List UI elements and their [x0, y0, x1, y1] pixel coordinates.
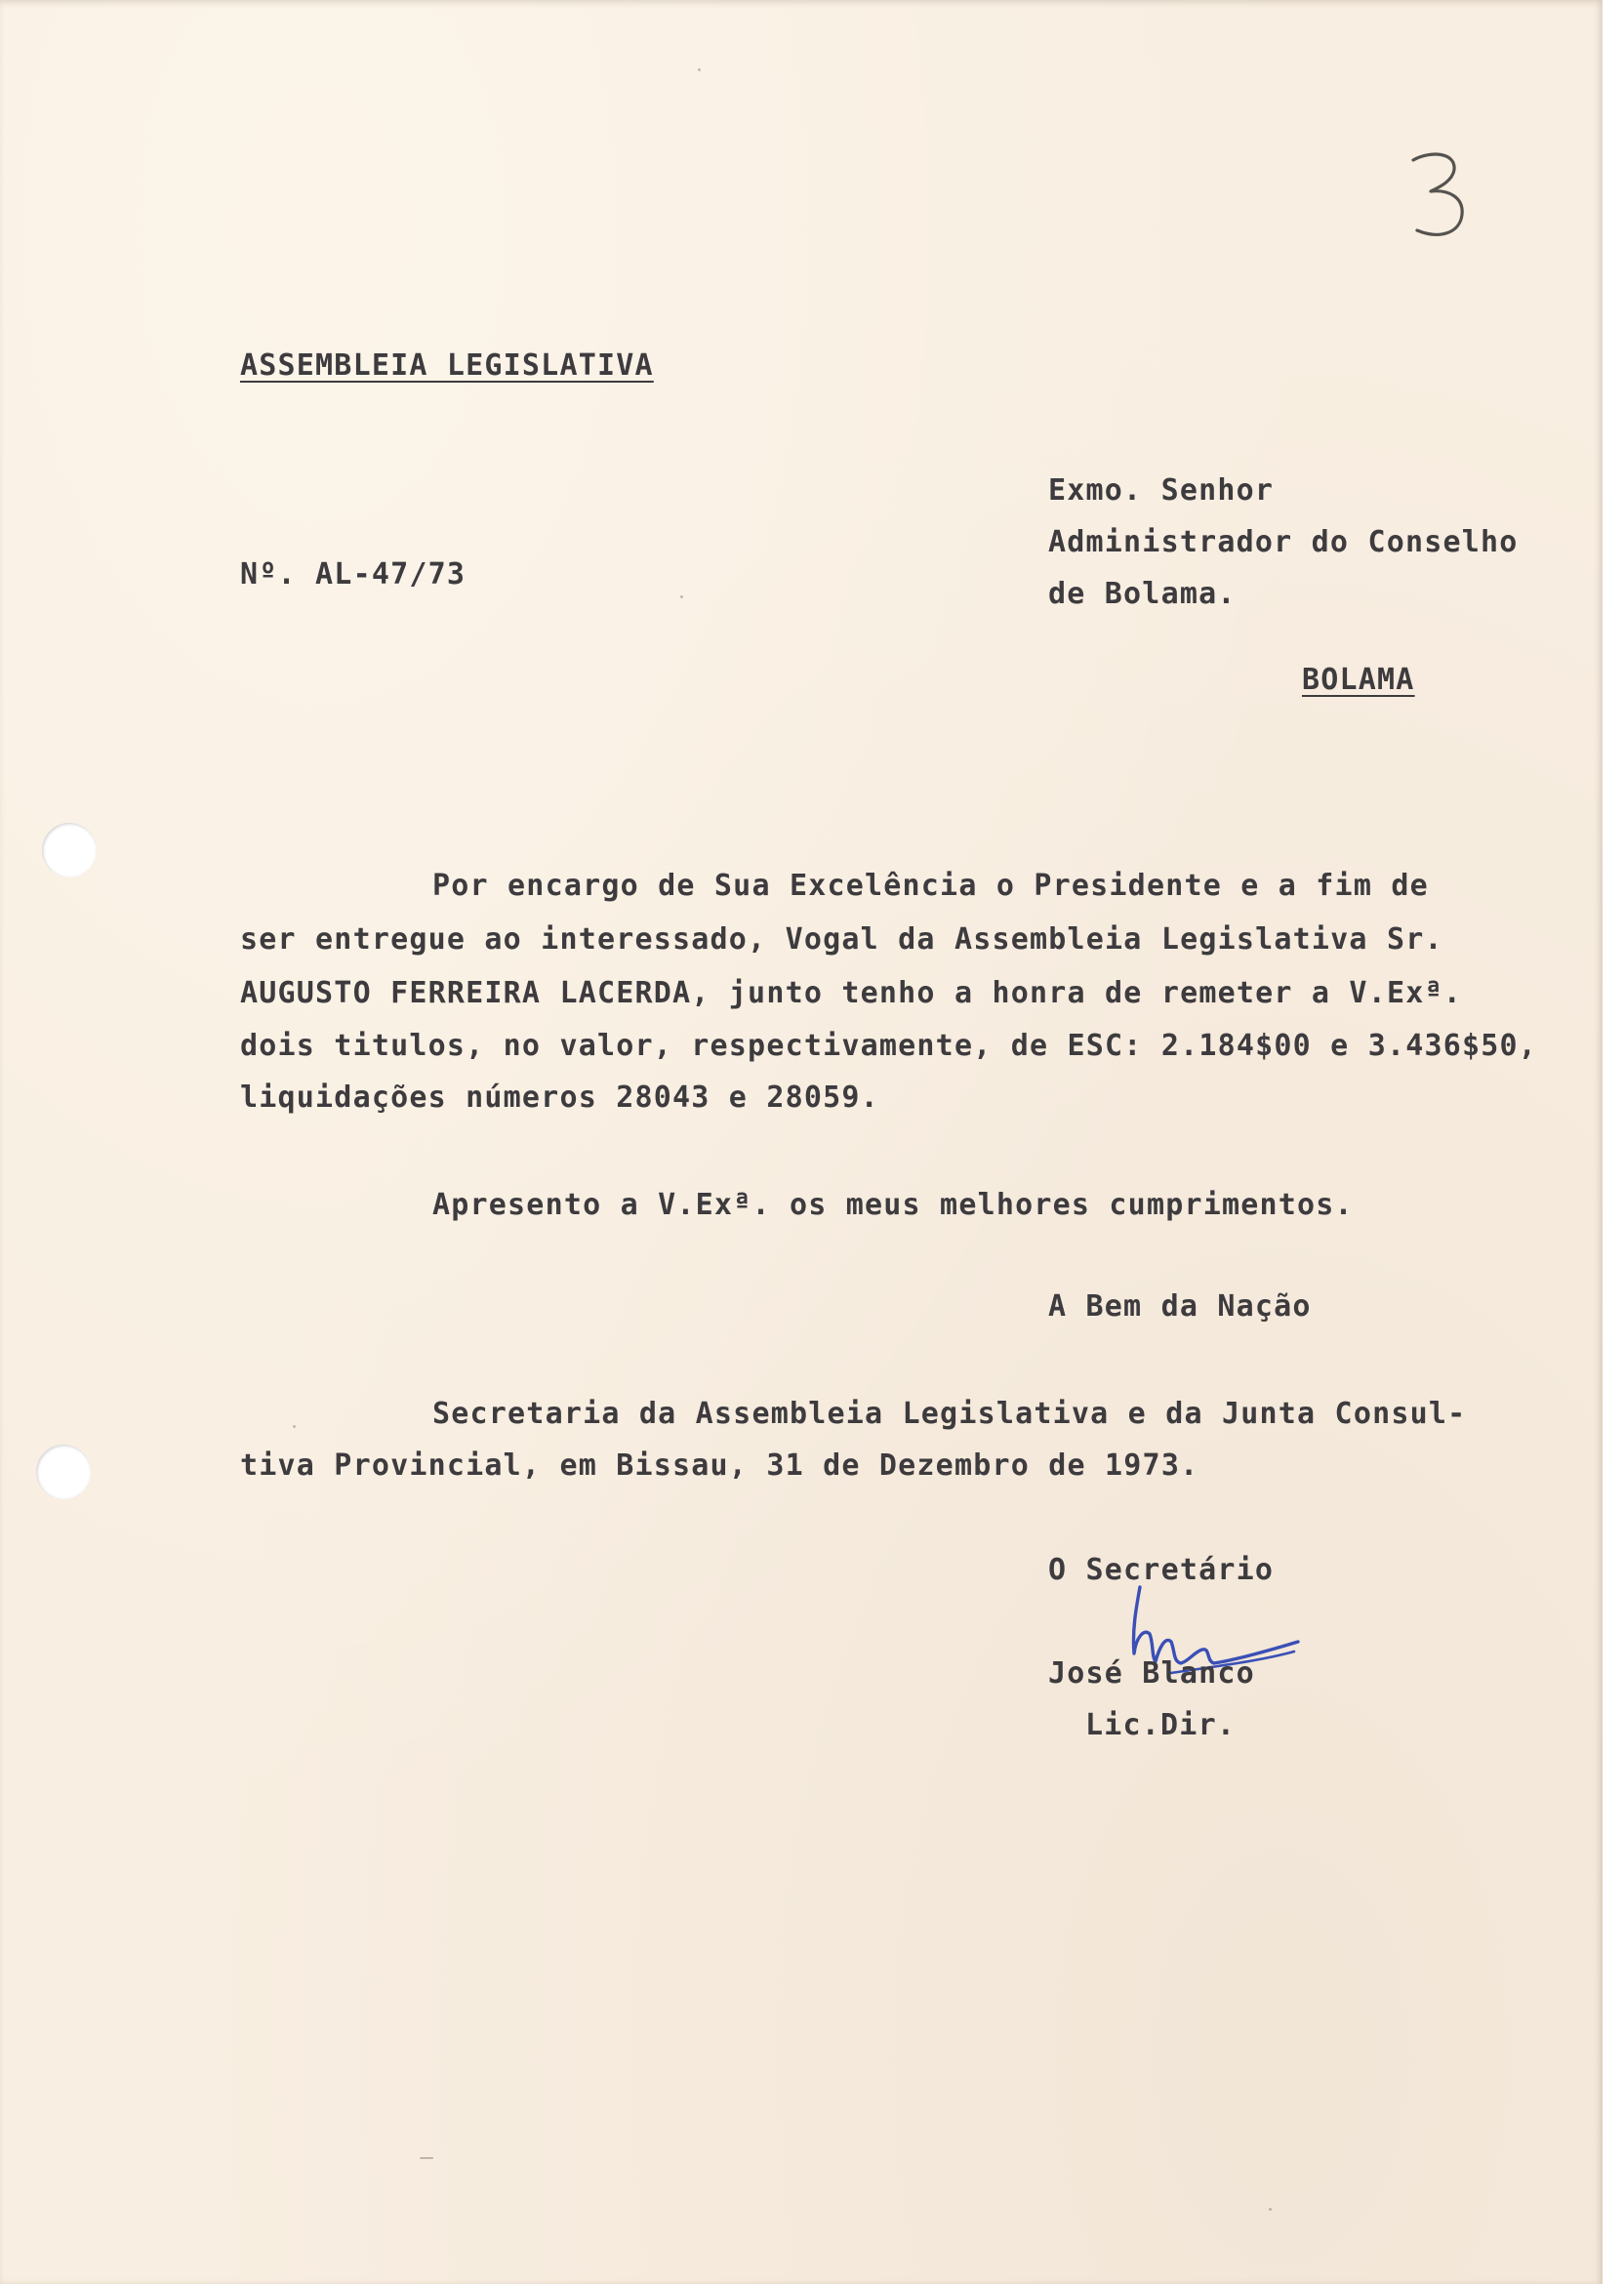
letterhead-institution: ASSEMBLEIA LEGISLATIVA [240, 348, 654, 383]
signatory-title: O Secretário [1048, 1553, 1275, 1587]
paper-speck [680, 595, 683, 598]
page-margin-edge [1603, 0, 1624, 2284]
paper-speck [420, 2157, 433, 2159]
body-line: ser entregue ao interessado, Vogal da Assembleia Legislativa Sr. [240, 922, 1443, 957]
signatory-degree: Lic.Dir. [1085, 1708, 1237, 1742]
body-paragraph-2: Apresento a V.Exª. os meus melhores cumprimentos. [432, 1188, 1354, 1222]
punch-hole-top [42, 823, 97, 877]
handwritten-page-number [1405, 146, 1474, 244]
addressee-line-3: de Bolama. [1048, 577, 1237, 611]
punch-hole-bottom [36, 1445, 91, 1499]
body-line: AUGUSTO FERREIRA LACERDA, junto tenho a honra de remeter a V.Exª. [240, 976, 1462, 1010]
paper-speck [1269, 2208, 1272, 2211]
body-line: dois titulos, no valor, respectivamente, de ESC: 2.184$00 e 3.436$50, [240, 1029, 1538, 1063]
body-line: liquidações números 28043 e 28059. [240, 1081, 879, 1115]
addressee-line-2: Administrador do Conselho [1048, 525, 1519, 559]
addressee-line-1: Exmo. Senhor [1048, 473, 1275, 508]
signatory-name: José Blanco [1048, 1656, 1255, 1691]
closing-salutation: A Bem da Nação [1048, 1289, 1312, 1324]
paper-speck [698, 68, 701, 71]
place-date-line: tiva Provincial, em Bissau, 31 de Dezembro de 1973. [240, 1448, 1199, 1483]
place-date-line: Secretaria da Assembleia Legislativa e da Junta Consul- [432, 1397, 1467, 1431]
paper-speck [293, 1425, 296, 1428]
addressee-city: BOLAMA [1302, 663, 1415, 697]
reference-number: Nº. AL-47/73 [240, 557, 467, 591]
body-line: Por encargo de Sua Excelência o Presidente e a fim de [432, 869, 1429, 903]
